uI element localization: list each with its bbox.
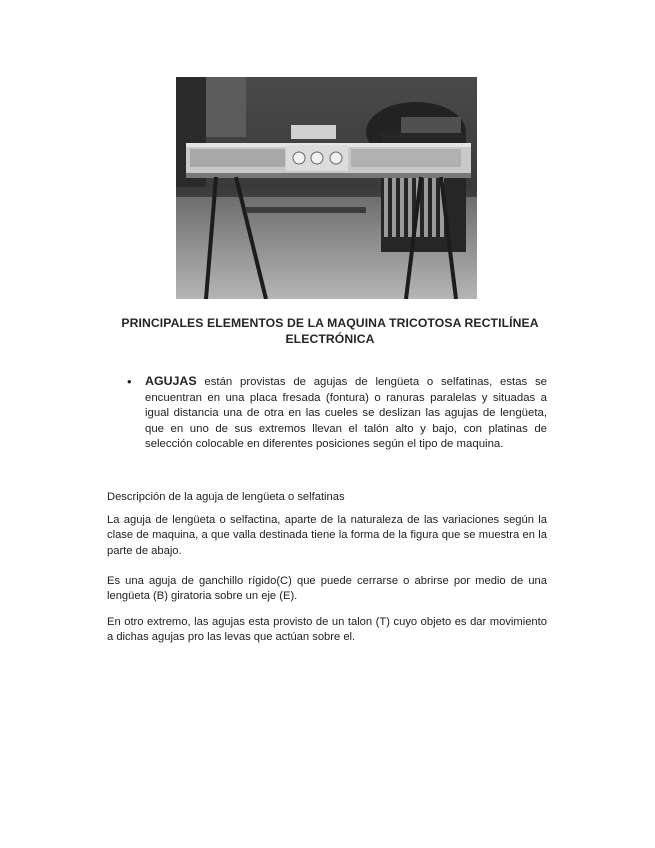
bullet-heading: AGUJAS xyxy=(145,374,197,388)
needles-bullet xyxy=(127,374,547,453)
bullet-text: están provistas de agujas de lengüeta o selfatinas, estas se encuentran en una placa fresada (fontura) o ranuras paralelas y situadas a igual distancia una de otra en las cueles se deslizan las agujas de lengüeta, que en uno de sus extremos llevan el talón alto y bajo, con platinas de selección colocable en diferentes posiciones según el tipo de maquina. xyxy=(145,376,547,451)
paragraph-2: Es una aguja de ganchillo rígido(C) que puede cerrarse o abrirse por medio de una lengüeta (B) giratoria sobre un eje (E). xyxy=(107,575,547,603)
paragraph-1: La aguja de lengüeta o selfactina, aparte de la naturaleza de las variaciones según la clase de maquina, a que valla destinada tiene la forma de la figura que se muestra en la parte de abajo. xyxy=(107,514,547,557)
paragraph-3: En otro extremo, las agujas esta provisto de un talon (T) cuyo objeto es dar movimiento a dichas agujas pro las levas que actúan sobre el. xyxy=(107,616,547,644)
knitting-machine-photo xyxy=(176,77,477,299)
document-title xyxy=(110,315,550,347)
machine-illustration xyxy=(176,77,477,299)
bullet-icon: • xyxy=(127,374,132,389)
title-line-2: ELECTRÓNICA xyxy=(285,332,375,346)
section-title: Descripción de la aguja de lengüeta o selfatinas xyxy=(107,491,345,503)
title-line-1: PRINCIPALES ELEMENTOS DE LA MAQUINA TRICOTOSA RECTILÍNEA xyxy=(121,316,539,330)
